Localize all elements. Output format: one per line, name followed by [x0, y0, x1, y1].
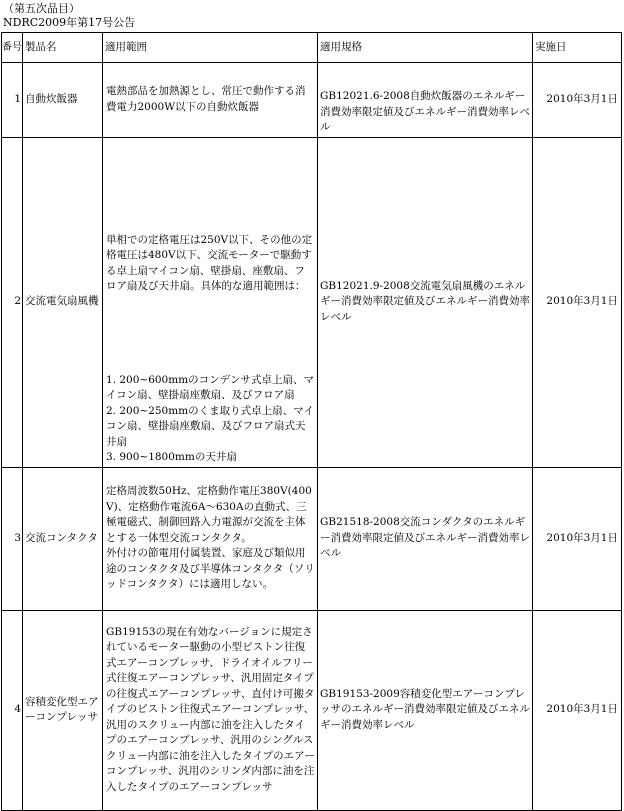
effective-date: 2010年3月1日	[533, 63, 622, 138]
notice-number: NDRC2009年第17号公告	[3, 16, 136, 29]
scope-text: GB19153の現在有効なバージョンに規定されているモーター駆動の小型ピストン往復式エアーコンプレッサ、ドライオイルフリー式往復エアーコンプレッサ、汎用固定タイプの往復式エアーコンプレッサ、直付け可搬タイプのピストン往復式エアーコンプレッサ、汎用のスクリュー内部に油を注入したタイプのエアーコンプレッサ、汎用のシングルスクリュー内部に油を注入したタイプのエアーコンプレッサ、汎用のシリンダ内部に油を注入したタイプのエアーコンプレッサ	[103, 610, 318, 810]
scope-item: 3. 900~1800mmの天井扇	[106, 451, 237, 463]
product-table	[1, 32, 622, 811]
product-name: 自動炊飯器	[23, 63, 103, 138]
table-row	[2, 137, 622, 467]
column-header-product: 製品名	[23, 33, 103, 63]
scope-paragraph: 外付けの節電用付属装置、家庭及び類似用途のコンタクタ及び半導体コンタクタ（ソリッドコンタクタ）には適用しない。	[106, 547, 315, 591]
page-title: （第五次品目）	[3, 2, 80, 15]
column-header-standard: 適用規格	[318, 33, 533, 63]
product-name: 交流電気扇風機	[23, 137, 103, 467]
standard-text: GB12021.9-2008交流電気扇風機のエネルギー消費効率限定値及びエネルギー消費効率レベル	[318, 137, 533, 467]
row-number: 4	[2, 610, 23, 810]
table-row	[2, 63, 622, 138]
standard-text: GB19153-2009容積変化型エアーコンプレッサのエネルギー消費効率限定値及びエネルギー消費効率レベル	[318, 610, 533, 810]
effective-date: 2010年3月1日	[533, 467, 622, 610]
row-number: 1	[2, 63, 23, 138]
scope-item: 1. 200~600mmのコンデンサ式卓上扇、マイコン扇、壁掛扇座敷扇、及びフロア扇	[106, 373, 314, 401]
scope-cell	[103, 467, 318, 610]
product-name: 交流コンタクタ	[23, 467, 103, 610]
scope-intro: 単相での定格電圧は250V以下、その他の定格電圧は480V以下、交流モーターで駆動する卓上扇マイコン扇、壁掛扇、座敷扇、フロア扇及び天井扇。具体的な適用範囲は：	[106, 233, 313, 292]
effective-date: 2010年3月1日	[533, 610, 622, 810]
scope-text: 電熱部品を加熱源とし、常圧で動作する消費電力2000W以下の自動炊飯器	[103, 63, 318, 138]
table-row	[2, 467, 622, 610]
scope-cell	[103, 137, 318, 467]
row-number: 3	[2, 467, 23, 610]
column-header-date: 実施日	[533, 33, 622, 63]
column-header-number: 番号	[2, 33, 23, 63]
column-header-scope: 適用範囲	[103, 33, 318, 63]
row-number: 2	[2, 137, 23, 467]
effective-date: 2010年3月1日	[533, 137, 622, 467]
scope-item: 2. 200~250mmのくま取り式卓上扇、マイコン扇、壁掛扇座敷扇、及びフロア扇式天井扇	[106, 404, 314, 448]
table-row	[2, 610, 622, 810]
table-header-row	[2, 33, 622, 63]
standard-text: GB21518-2008交流コンダクタのエネルギー消費効率限定値及びエネルギー消費効率レベル	[318, 467, 533, 610]
standard-text: GB12021.6-2008自動炊飯器のエネルギー消費効率限定値及びエネルギー消費効率レベル	[318, 63, 533, 138]
scope-paragraph: 定格周波数50Hz、定格動作電圧380V(400V)、定格動作電流6A～630Aの直動式、三極電磁式、制御回路入力電源が交流を主体とする一体型交流コンタクタ。	[106, 485, 312, 544]
product-name: 容積変化型エアーコンプレッサ	[23, 610, 103, 810]
scope-gap	[106, 295, 315, 373]
